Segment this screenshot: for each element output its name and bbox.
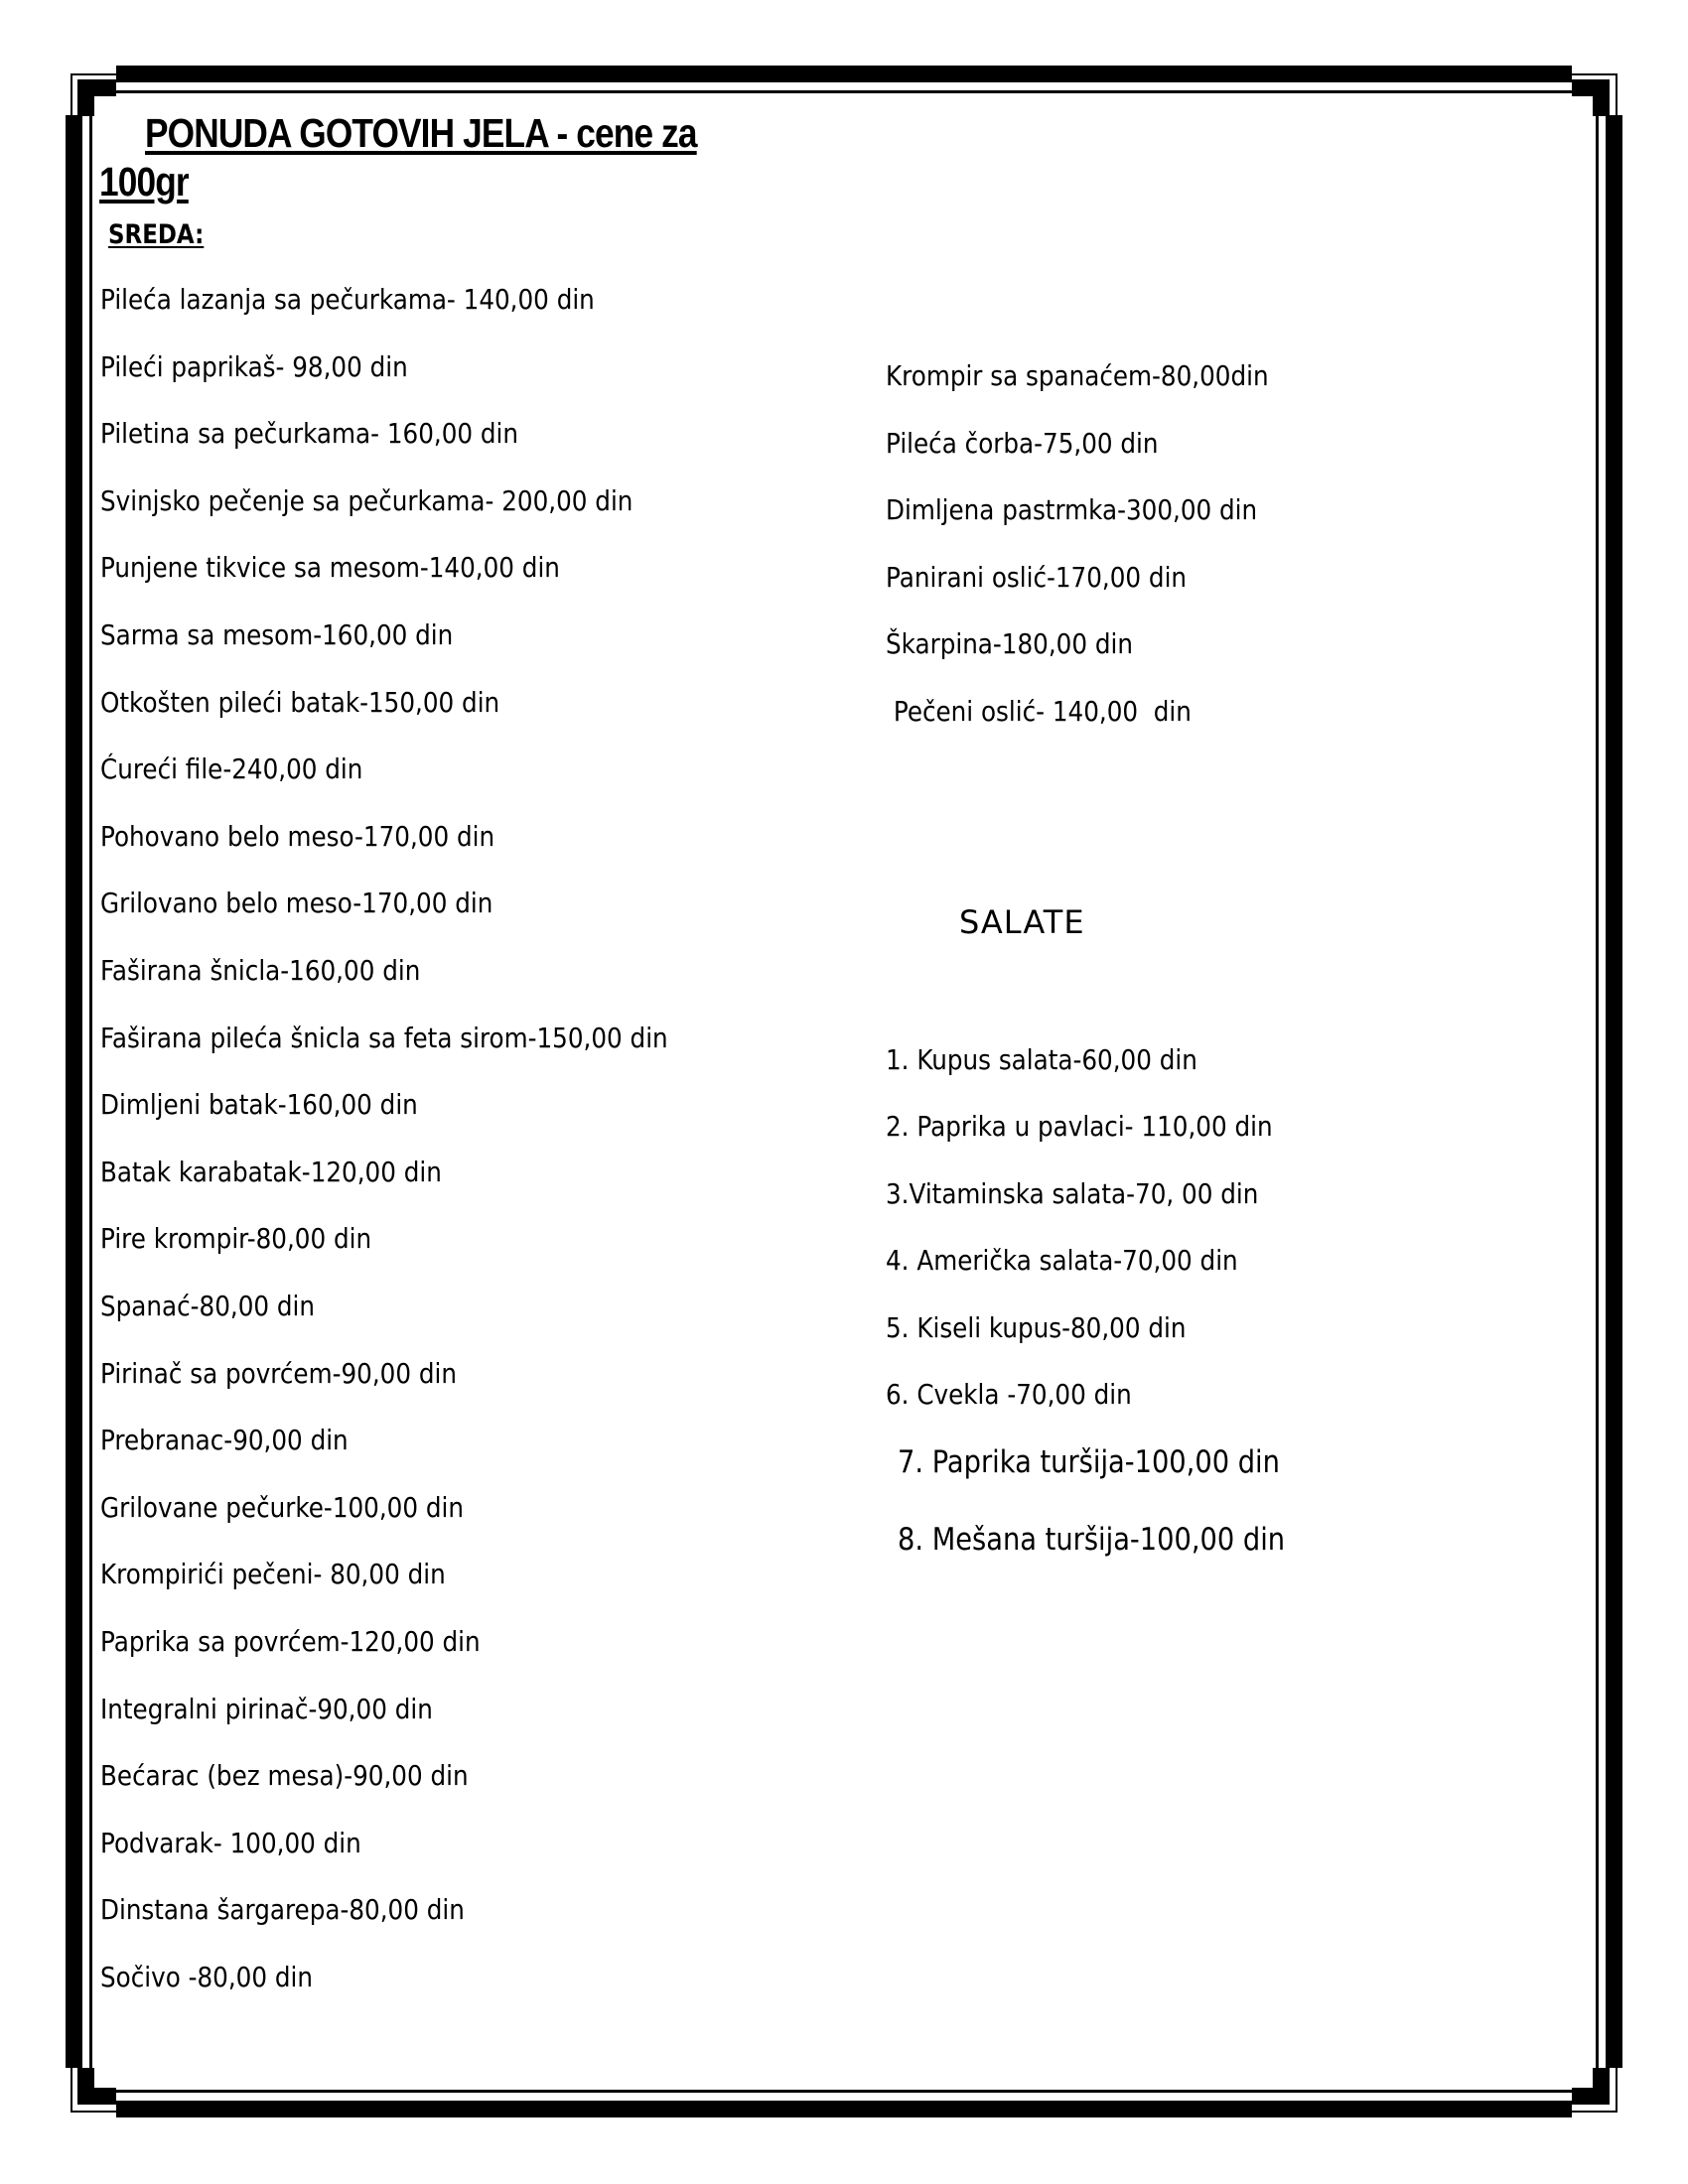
menu-item: Škarpina-180,00 din [886,627,1133,661]
salad-item: 6. Cvekla -70,00 din [886,1378,1132,1411]
menu-item: Pileća lazanja sa pečurkama- 140,00 din [100,283,595,316]
salad-item: 8. Mešana turšija-100,00 din [898,1522,1286,1558]
menu-item: Dimljeni batak-160,00 din [100,1088,418,1122]
frame-left-thick [66,115,82,2068]
menu-title-unit: 100gr [99,159,189,205]
menu-item: Podvarak- 100,00 din [100,1826,361,1859]
frame-top-thick [116,66,1572,82]
frame-top-thin [116,90,1572,93]
menu-item: Paprika sa povrćem-120,00 din [100,1625,481,1658]
salad-item: 4. Američka salata-70,00 din [886,1244,1238,1278]
menu-item: Grilovane pečurke-100,00 din [100,1490,464,1524]
menu-item: Sočivo -80,00 din [100,1961,313,1993]
menu-item: Otkošten pileći batak-150,00 din [100,685,500,719]
salad-item: 1. Kupus salata-60,00 din [886,1043,1197,1076]
menu-item: Sarma sa mesom-160,00 din [100,618,454,651]
day-label: SREDA: [108,219,205,250]
corner-bottom-right-block-h [1572,2088,1610,2105]
menu-item: Faširana pileća šnicla sa feta sirom-150,00 din [100,1021,668,1054]
menu-item: Dimljena pastrmka-300,00 din [886,493,1258,527]
menu-title: PONUDA GOTOVIH JELA - cene za [145,110,697,156]
menu-item: Batak karabatak-120,00 din [100,1155,442,1188]
salads-heading: SALATE [959,903,1085,941]
corner-top-right-block-v [1593,79,1610,116]
salad-item: 7. Paprika turšija-100,00 din [898,1444,1280,1480]
menu-item: Pohovano belo meso-170,00 din [100,819,495,853]
frame-bottom-thick [116,2101,1572,2117]
menu-item: Bećarac (bez mesa)-90,00 din [100,1759,469,1793]
menu-item: Pečeni oslić- 140,00 din [886,695,1192,728]
menu-item: Ćureći file-240,00 din [100,752,363,786]
corner-bottom-left-block-h [77,2088,116,2105]
menu-item: Pileća čorba-75,00 din [886,426,1159,460]
menu-item: Pileći paprikaš- 98,00 din [100,349,408,383]
menu-item: Pire krompir-80,00 din [100,1222,372,1256]
salad-item: 2. Paprika u pavlaci- 110,00 din [886,1110,1273,1144]
frame-right-thin [1596,115,1599,2068]
frame-left-thin [89,115,92,2068]
frame-right-thick [1606,115,1622,2068]
menu-item: Piletina sa pečurkama- 160,00 din [100,417,518,451]
menu-item: Dinstana šargarepa-80,00 din [100,1893,465,1927]
menu-item: Spanać-80,00 din [100,1290,316,1322]
menu-item: Svinjsko pečenje sa pečurkama- 200,00 din [100,483,633,517]
menu-item: Punjene tikvice sa mesom-140,00 din [100,551,560,585]
menu-item: Faširana šnicla-160,00 din [100,954,421,987]
menu-item: Integralni pirinač-90,00 din [100,1692,433,1725]
salad-item: 3.Vitaminska salata-70, 00 din [886,1176,1259,1210]
salad-item: 5. Kiseli kupus-80,00 din [886,1310,1187,1344]
menu-item: Prebranac-90,00 din [100,1424,349,1457]
menu-item: Krompir sa spanaćem-80,00din [886,359,1269,392]
menu-item: Panirani oslić-170,00 din [886,560,1188,594]
menu-item: Krompirići pečeni- 80,00 din [100,1558,446,1591]
frame-bottom-thin [116,2090,1572,2093]
menu-item: Pirinač sa povrćem-90,00 din [100,1356,457,1390]
corner-top-left-block-v [77,79,94,116]
menu-item: Grilovano belo meso-170,00 din [100,887,493,920]
